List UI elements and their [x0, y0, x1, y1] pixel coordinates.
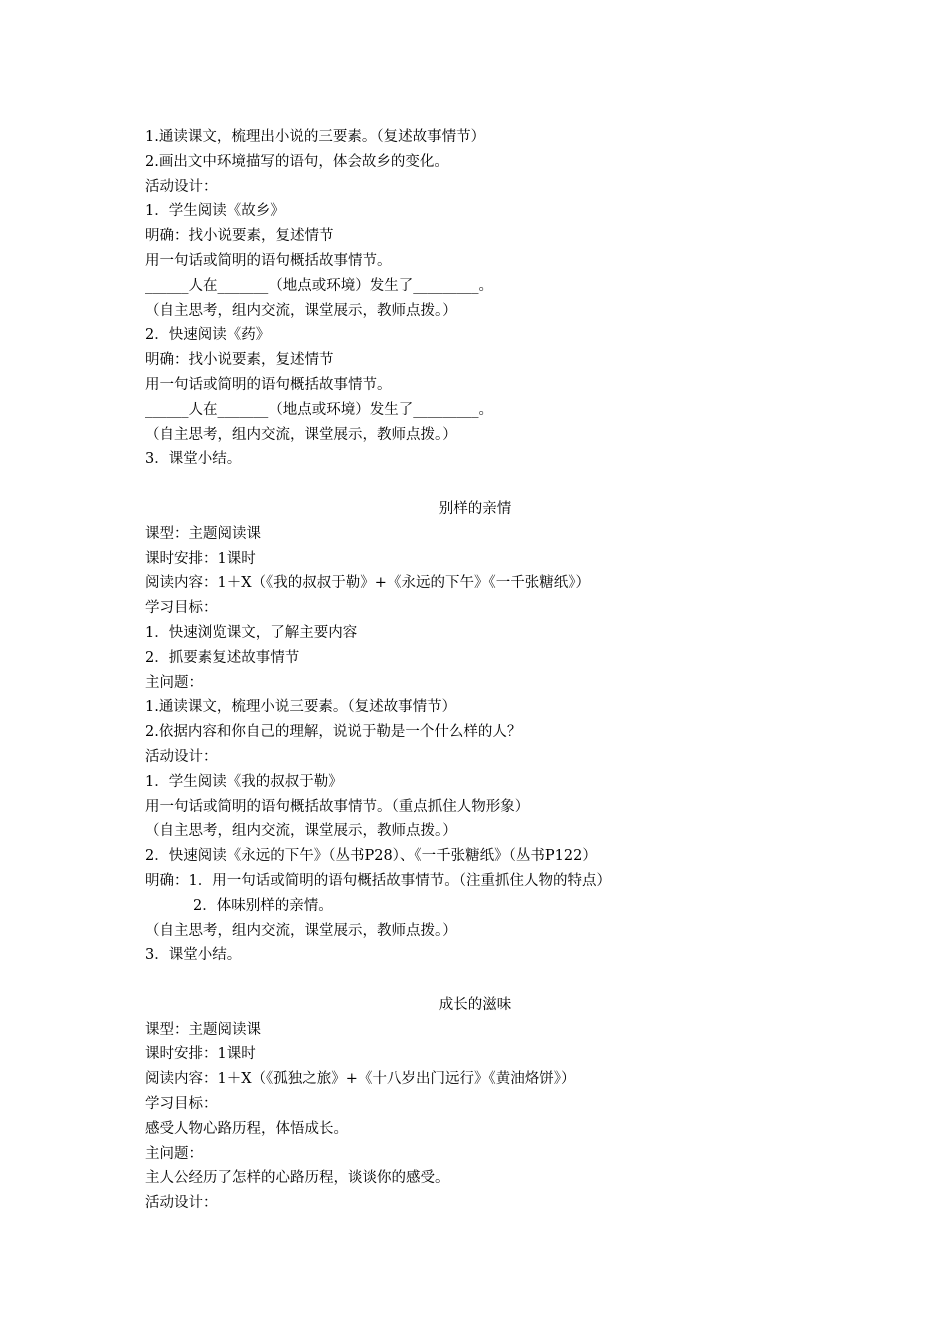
- text-line: 课时安排：1课时: [145, 550, 256, 567]
- text-line: 学习目标：: [145, 1096, 218, 1113]
- text-line: 1．学生阅读《我的叔叔于勒》: [145, 773, 343, 790]
- text-line: 2.依据内容和你自己的理解，说说于勒是一个什么样的人？: [145, 724, 522, 741]
- text-line: 用一句话或简明的语句概括故事情节。（重点抓住人物形象）: [145, 798, 530, 815]
- section-title: 别样的亲情: [438, 500, 512, 517]
- text-line: 明确：找小说要素，复述情节: [145, 352, 334, 369]
- text-line: 主问题：: [145, 1145, 203, 1162]
- section-title: 成长的滋味: [438, 996, 512, 1013]
- text-line: 明确：找小说要素，复述情节: [145, 228, 334, 245]
- section-spacer: [145, 472, 805, 497]
- text-line: 感受人物心路历程，体悟成长。: [145, 1120, 348, 1137]
- text-line: 用一句话或简明的语句概括故事情节。: [145, 252, 392, 269]
- section-spacer: [145, 968, 805, 993]
- document-body: [145, 125, 805, 1216]
- text-line: 活动设计：: [145, 178, 218, 195]
- fill-in-blank-line: ______人在_______（地点或环境）发生了_________。: [145, 277, 493, 294]
- text-line: 2.画出文中环境描写的语句，体会故乡的变化。: [145, 153, 449, 170]
- text-line: 学习目标：: [145, 600, 218, 617]
- text-line: 用一句话或简明的语句概括故事情节。: [145, 376, 392, 393]
- indented-text-line: 2．体味别样的亲情。: [193, 897, 333, 914]
- text-line: 阅读内容：1＋X（《孤独之旅》+《十八岁出门远行》《黄油烙饼》）: [145, 1071, 576, 1088]
- text-line: 主问题：: [145, 674, 203, 691]
- section-1: [145, 125, 805, 472]
- text-line: 1.通读课文，梳理出小说的三要素。（复述故事情节）: [145, 129, 486, 145]
- text-line: 3．课堂小结。: [145, 947, 242, 964]
- text-line: 课型：主题阅读课: [145, 1021, 261, 1038]
- text-line: 活动设计：: [145, 1195, 218, 1212]
- text-line: 2．快速阅读《药》: [145, 327, 271, 344]
- text-line: （自主思考，组内交流，课堂展示，教师点拨。）: [145, 922, 457, 939]
- text-line: （自主思考，组内交流，课堂展示，教师点拨。）: [145, 302, 457, 319]
- text-line: 1．快速浏览课文，了解主要内容: [145, 624, 358, 641]
- text-line: 1．学生阅读《故乡》: [145, 203, 285, 220]
- text-line: 3．课堂小结。: [145, 451, 242, 468]
- text-line: 明确：1．用一句话或简明的语句概括故事情节。（注重抓住人物的特点）: [145, 872, 611, 889]
- text-line: 2．抓要素复述故事情节: [145, 649, 300, 666]
- section-3: [145, 993, 805, 1216]
- text-line: 课型：主题阅读课: [145, 525, 261, 542]
- text-line: 活动设计：: [145, 748, 218, 765]
- section-2: [145, 497, 805, 968]
- text-line: （自主思考，组内交流，课堂展示，教师点拨。）: [145, 426, 457, 443]
- text-line: （自主思考，组内交流，课堂展示，教师点拨。）: [145, 823, 457, 840]
- text-line: 课时安排：1课时: [145, 1046, 256, 1063]
- fill-in-blank-line: ______人在_______（地点或环境）发生了_________。: [145, 401, 493, 418]
- text-line: 2．快速阅读《永远的下午》（丛书P28）、《一千张糖纸》（丛书P122）: [145, 848, 597, 865]
- text-line: 1.通读课文，梳理小说三要素。（复述故事情节）: [145, 699, 457, 716]
- text-line: 阅读内容：1＋X（《我的叔叔于勒》+《永远的下午》《一千张糖纸》）: [145, 575, 590, 592]
- text-line: 主人公经历了怎样的心路历程，谈谈你的感受。: [145, 1170, 450, 1187]
